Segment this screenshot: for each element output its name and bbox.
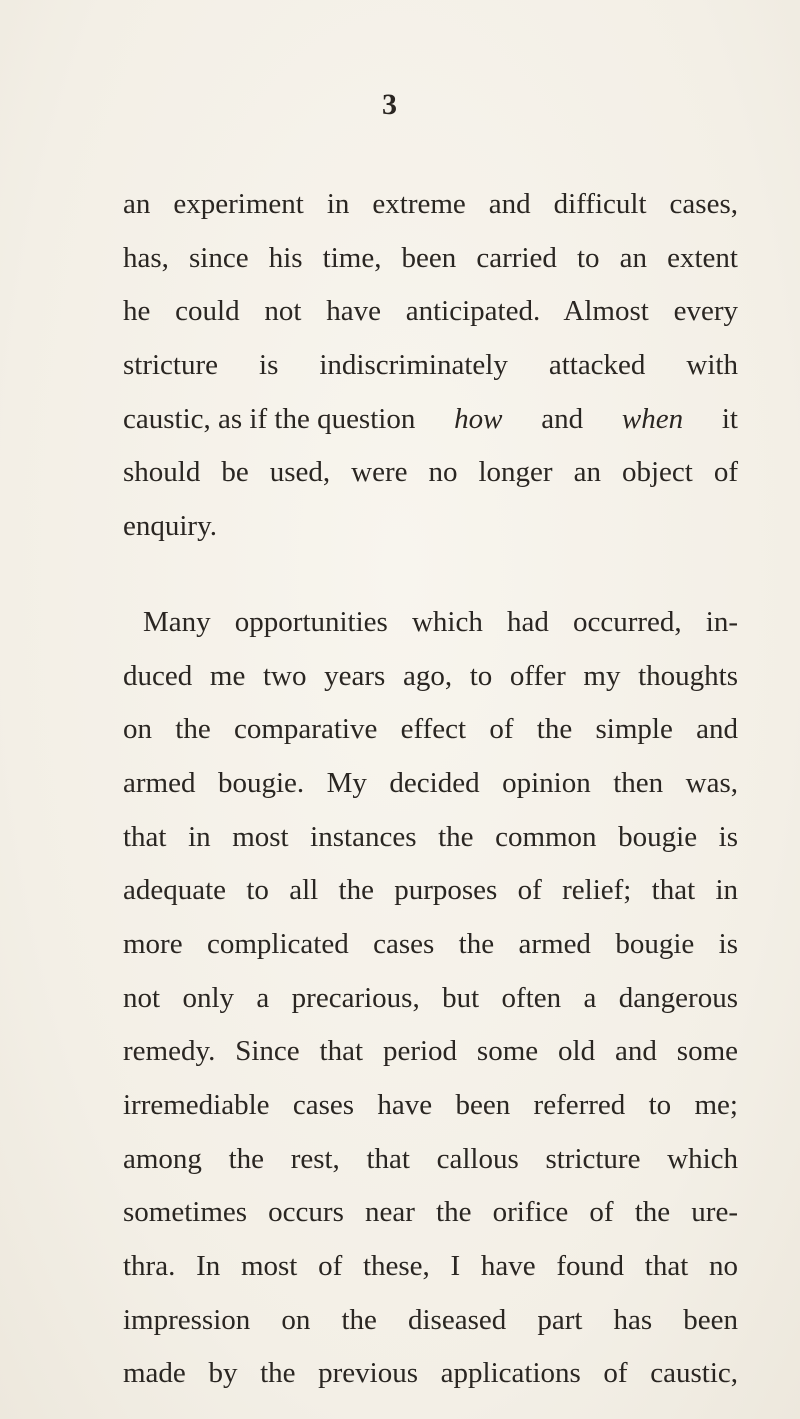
text-line: duced me two years ago, to offer my thoughts <box>123 660 738 692</box>
text-line: on the comparative effect of the simple and <box>123 713 738 745</box>
text-line: Many opportunities which had occurred, in- <box>143 606 738 638</box>
text-line: an experiment in extreme and difficult cases, <box>123 188 738 220</box>
text-line-with-emphasis <box>123 399 738 439</box>
text-line: that in most instances the common bougie is <box>123 821 738 853</box>
text-line: made by the previous applications of caustic, <box>123 1357 738 1389</box>
text-fragment: it <box>721 403 738 435</box>
text-line: remedy. Since that period some old and some <box>123 1035 738 1067</box>
text-line: impression on the diseased part has been <box>123 1304 738 1336</box>
text-line: should be used, were no longer an object of <box>123 456 738 488</box>
text-line: armed bougie. My decided opinion then was, <box>123 767 738 799</box>
text-line: has, since his time, been carried to an extent <box>123 242 738 274</box>
text-line: among the rest, that callous stricture which <box>123 1143 738 1175</box>
text-line: sometimes occurs near the orifice of the ure- <box>123 1196 738 1228</box>
text-line: stricture is indiscriminately attacked with <box>123 349 738 381</box>
emphasis-word: when <box>621 403 684 435</box>
text-line: enquiry. <box>123 510 217 542</box>
text-line: not only a precarious, but often a dangerous <box>123 982 738 1014</box>
text-line: more complicated cases the armed bougie is <box>123 928 738 960</box>
text-fragment: and <box>541 403 584 435</box>
text-line: thra. In most of these, I have found that no <box>123 1250 738 1282</box>
text-line: he could not have anticipated. Almost every <box>123 295 738 327</box>
text-fragment: caustic, as if the question <box>123 403 416 435</box>
page-number: 3 <box>382 88 397 121</box>
text-line: irremediable cases have been referred to me; <box>123 1089 738 1121</box>
text-line: adequate to all the purposes of relief; that in <box>123 874 738 906</box>
emphasis-word: how <box>454 403 503 435</box>
